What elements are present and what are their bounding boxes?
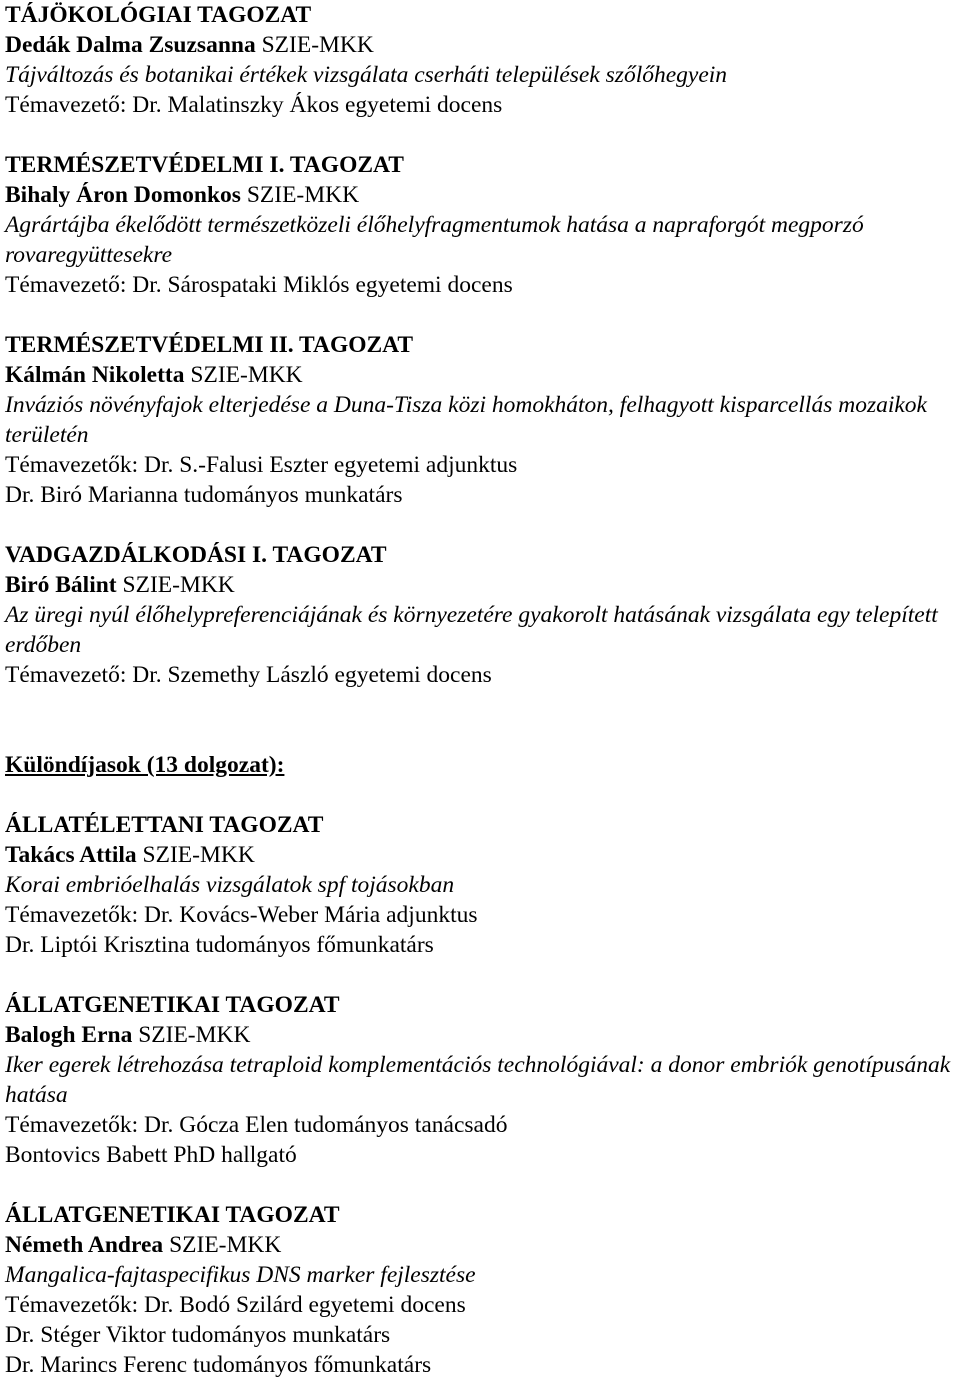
thesis-title: Agrártájba ékelődött természetközeli élőhelyfragmentumok hatása a napraforgót megporzó rovaregyüttesekre	[5, 212, 864, 268]
student-name: Kálmán Nikoletta	[5, 362, 185, 388]
entry-allatelettani	[5, 810, 955, 960]
affiliation: SZIE-MKK	[261, 32, 374, 58]
affiliation: SZIE-MKK	[169, 1232, 282, 1258]
affiliation: SZIE-MKK	[138, 1022, 251, 1048]
entry-allatgenetikai-1	[5, 990, 955, 1170]
spacer	[5, 1170, 955, 1200]
section-heading: TÁJÖKOLÓGIAI TAGOZAT	[5, 2, 312, 28]
spacer	[5, 300, 955, 330]
supervisor-line: Témavezetők: Dr. Bodó Szilárd egyetemi docens	[5, 1292, 466, 1318]
affiliation: SZIE-MKK	[142, 842, 255, 868]
student-name: Németh Andrea	[5, 1232, 164, 1258]
thesis-title: Az üregi nyúl élőhelypreferenciájának és környezetére gyakorolt hatásának vizsgálata egy telepített erdőben	[5, 602, 938, 658]
supervisor-line: Témavezetők: Dr. S.-Falusi Eszter egyetemi adjunktus	[5, 452, 518, 478]
student-name: Biró Bálint	[5, 572, 117, 598]
section-heading: ÁLLATÉLETTANI TAGOZAT	[5, 812, 324, 838]
supervisor-line: Dr. Marincs Ferenc tudományos főmunkatárs	[5, 1352, 432, 1378]
section-heading: VADGAZDÁLKODÁSI I. TAGOZAT	[5, 542, 387, 568]
entry-allatgenetikai-2	[5, 1200, 955, 1380]
supervisor-line: Témavezető: Dr. Malatinszky Ákos egyetemi docens	[5, 92, 503, 118]
thesis-title: Mangalica-fajtaspecifikus DNS marker fejlesztése	[5, 1262, 476, 1288]
section-heading: TERMÉSZETVÉDELMI II. TAGOZAT	[5, 332, 414, 358]
thesis-title: Tájváltozás és botanikai értékek vizsgálata cserháti települések szőlőhegyein	[5, 62, 728, 88]
supervisor-line: Dr. Liptói Krisztina tudományos főmunkatárs	[5, 932, 434, 958]
supervisor-line: Témavezetők: Dr. Gócza Elen tudományos tanácsadó	[5, 1112, 508, 1138]
entry-tajokologia	[5, 0, 955, 120]
section-heading: ÁLLATGENETIKAI TAGOZAT	[5, 992, 340, 1018]
student-line	[5, 570, 955, 600]
student-line	[5, 1020, 955, 1050]
thesis-title: Korai embrióelhalás vizsgálatok spf tojásokban	[5, 872, 455, 898]
thesis-title: Inváziós növényfajok elterjedése a Duna-Tisza közi homokháton, felhagyott kisparcellás mozaikok területén	[5, 392, 927, 448]
supervisor-line: Témavezető: Dr. Sárospataki Miklós egyetemi docens	[5, 272, 513, 298]
student-name: Dedák Dalma Zsuzsanna	[5, 32, 256, 58]
affiliation: SZIE-MKK	[122, 572, 235, 598]
student-line	[5, 840, 955, 870]
section-heading: ÁLLATGENETIKAI TAGOZAT	[5, 1202, 340, 1228]
spacer	[5, 960, 955, 990]
spacer	[5, 720, 955, 750]
supervisor-line: Témavezető: Dr. Szemethy László egyetemi docens	[5, 662, 492, 688]
special-awards-heading: Különdíjasok (13 dolgozat):	[5, 752, 285, 778]
supervisor-line: Bontovics Babett PhD hallgató	[5, 1142, 297, 1168]
supervisor-line: Témavezetők: Dr. Kovács-Weber Mária adjunktus	[5, 902, 478, 928]
document-page	[5, 0, 955, 1380]
spacer	[5, 690, 955, 720]
student-line	[5, 360, 955, 390]
student-name: Takács Attila	[5, 842, 137, 868]
spacer	[5, 510, 955, 540]
entry-vadgazdalkodasi-1	[5, 540, 955, 690]
section-heading: TERMÉSZETVÉDELMI I. TAGOZAT	[5, 152, 404, 178]
affiliation: SZIE-MKK	[246, 182, 360, 208]
spacer	[5, 120, 955, 150]
student-line	[5, 1230, 955, 1260]
supervisor-line: Dr. Stéger Viktor tudományos munkatárs	[5, 1322, 391, 1348]
affiliation: SZIE-MKK	[190, 362, 303, 388]
entry-termeszetvedelmi-2	[5, 330, 955, 510]
supervisor-line: Dr. Biró Marianna tudományos munkatárs	[5, 482, 403, 508]
student-name: Balogh Erna	[5, 1022, 133, 1048]
student-line	[5, 30, 955, 60]
student-line	[5, 180, 955, 210]
spacer	[5, 780, 955, 810]
thesis-title: Iker egerek létrehozása tetraploid komplementációs technológiával: a donor embriók genotípusának hatása	[5, 1052, 951, 1108]
student-name: Bihaly Áron Domonkos	[5, 182, 241, 208]
entry-termeszetvedelmi-1	[5, 150, 955, 300]
